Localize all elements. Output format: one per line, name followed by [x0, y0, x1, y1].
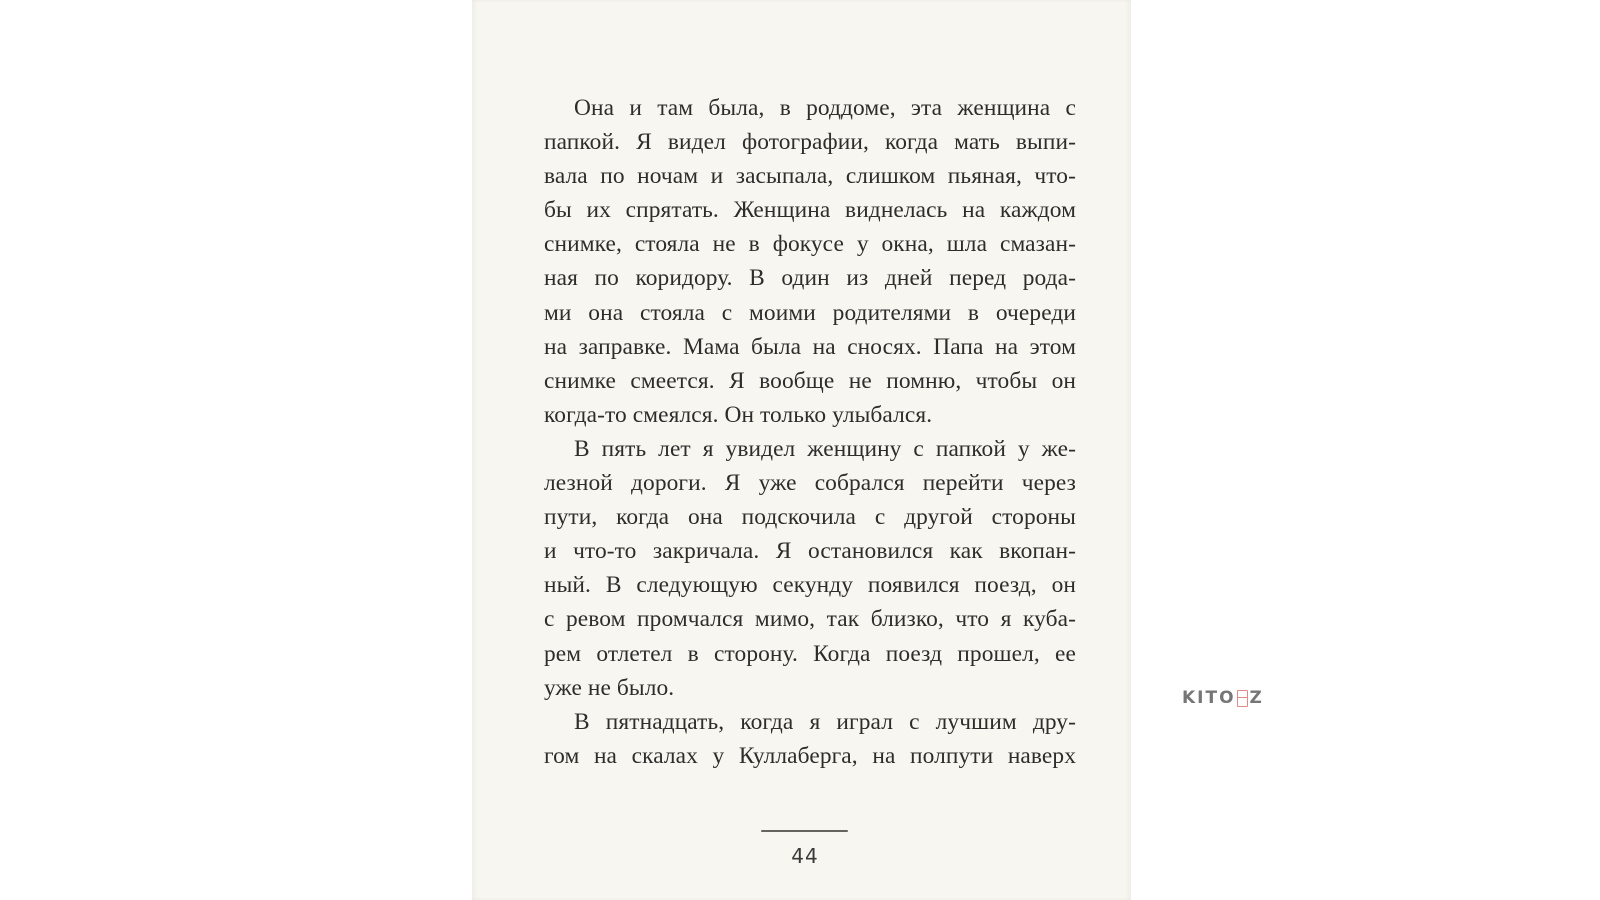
text-line: В пятнадцать, когда я играл с лучшим дру- [574, 708, 1076, 735]
book-page [472, 0, 1131, 900]
text-line: гом на скалах у Куллаберга, на полпути наверх [544, 742, 1076, 769]
body-text [544, 91, 1076, 773]
text-line: рем отлетел в сторону. Когда поезд прошел, ее [544, 640, 1076, 667]
text-line: вала по ночам и засыпала, слишком пьяная, что- [544, 163, 1076, 190]
watermark-prefix: KITO [1182, 688, 1236, 708]
page-number: 44 [791, 844, 819, 868]
text-line: бы их спрятать. Женщина виднелась на каждом [544, 197, 1076, 224]
watermark-suffix: Z [1249, 688, 1264, 708]
text-line: ный. В следующую секунду появился поезд, он [544, 572, 1076, 599]
text-line: когда-то смеялся. Он только улыбался. [544, 401, 933, 428]
text-line: лезной дороги. Я уже собрался перейти через [544, 470, 1076, 497]
text-line: на заправке. Мама была на сносях. Папа на этом [544, 333, 1076, 360]
text-line: ми она стояла с моими родителями в очереди [544, 299, 1076, 326]
text-line: с ревом промчался мимо, так близко, что я куба- [544, 606, 1076, 633]
text-line: ная по коридору. В один из дней перед рода- [544, 265, 1076, 292]
text-line: снимке, стояла не в фокусе у окна, шла смазан- [544, 231, 1076, 258]
text-line: пути, когда она подскочила с другой стороны [544, 504, 1076, 531]
page-number-rule [761, 830, 848, 832]
text-line: Она и там была, в роддоме, эта женщина с [574, 95, 1076, 121]
kitobz-watermark-logo [1182, 688, 1264, 708]
text-line: В пять лет я увидел женщину с папкой у же- [574, 435, 1076, 462]
text-line: папкой. Я видел фотографии, когда мать выпи- [544, 129, 1076, 156]
text-line: уже не было. [544, 674, 675, 701]
text-line: и что-то закричала. Я остановился как вкопан- [544, 538, 1076, 565]
watermark-book-icon [1237, 690, 1248, 707]
text-line: снимке смеется. Я вообще не помню, чтобы он [544, 367, 1076, 394]
